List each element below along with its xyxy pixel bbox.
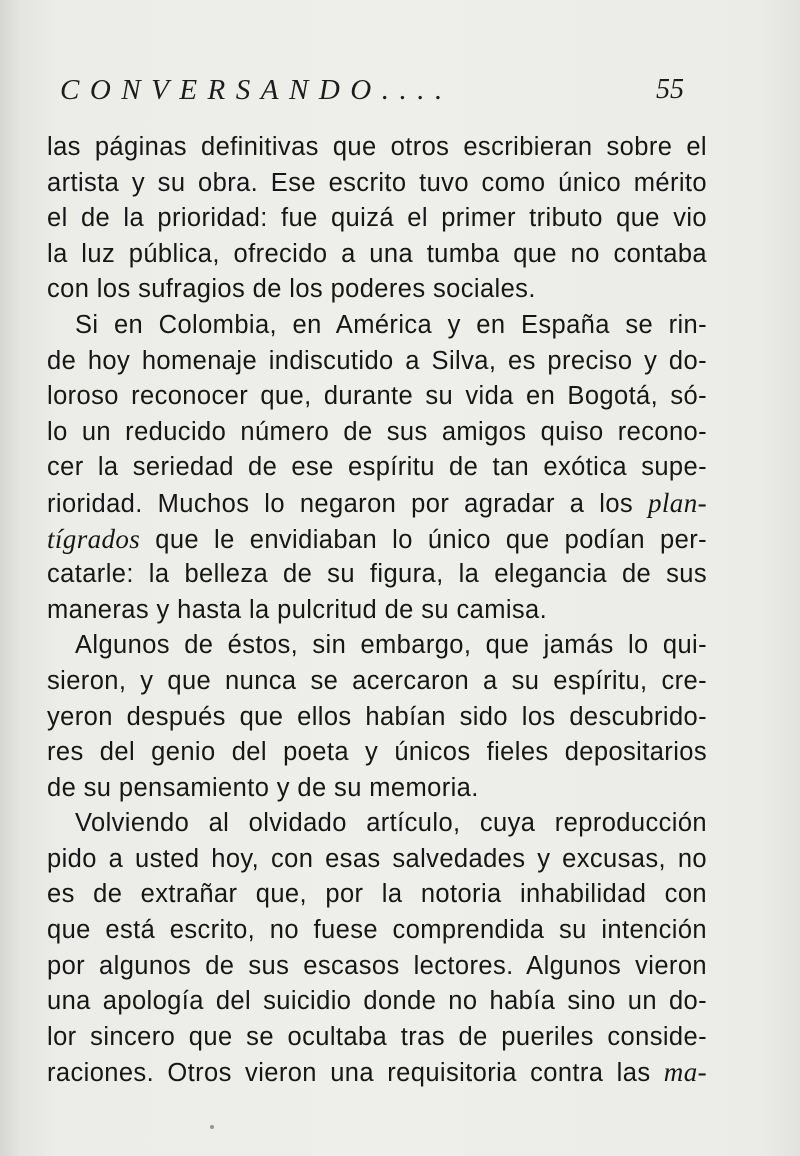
- text-line: por algunos de sus escasos lectores. Algunos vieron: [47, 951, 707, 980]
- text-run: que le envidiaban lo único que podían per-: [140, 525, 707, 554]
- body-text: [47, 130, 707, 1091]
- text-line: de hoy homenaje indiscutido a Silva, es preciso y do-: [47, 346, 707, 375]
- text-run: rioridad. Muchos lo negaron por agradar a los: [47, 489, 648, 518]
- running-header: [60, 74, 684, 114]
- paragraph-last-line: maneras y hasta la pulcritud de su camisa.: [47, 595, 548, 624]
- running-title: CONVERSANDO....: [60, 74, 453, 106]
- italic-word: tígrados: [47, 523, 141, 554]
- text-line: pido a usted hoy, con esas salvedades y excusas, no: [47, 844, 707, 873]
- paragraph-first-line: Si en Colombia, en América y en España se rin-: [75, 310, 707, 339]
- text-line: artista y su obra. Ese escrito tuvo como único mérito: [47, 168, 707, 197]
- text-line: [47, 522, 707, 558]
- text-line: sieron, y que nunca se acercaron a su espíritu, cre-: [47, 666, 707, 695]
- paragraph-last-line: de su pensamiento y de su memoria.: [47, 773, 479, 802]
- page-number: 55: [656, 74, 684, 105]
- italic-word: plan-: [648, 487, 707, 518]
- paragraph-first-line: Algunos de éstos, sin embargo, que jamás lo qui-: [75, 631, 707, 660]
- text-line: [47, 1055, 707, 1091]
- text-line: cer la seriedad de ese espíritu de tan exótica supe-: [47, 453, 707, 482]
- text-line: las páginas definitivas que otros escribieran sobre el: [47, 133, 707, 161]
- text-line: el de la prioridad: fue quizá el primer tributo que vio: [47, 204, 707, 233]
- text-line: res del genio del poeta y únicos fieles depositarios: [47, 738, 707, 767]
- text-line: yeron después que ellos habían sido los descubrido-: [47, 702, 707, 731]
- text-line: catarle: la belleza de su figura, la elegancia de sus: [47, 560, 707, 589]
- text-line: la luz pública, ofrecido a una tumba que no contaba: [47, 239, 707, 268]
- text-line: [47, 486, 707, 522]
- text-line: loroso reconocer que, durante su vida en Bogotá, só-: [47, 382, 707, 411]
- paragraph-last-line: con los sufragios de los poderes sociales.: [47, 275, 536, 304]
- text-line: lor sincero que se ocultaba tras de pueriles conside-: [47, 1022, 707, 1051]
- text-line: lo un reducido número de sus amigos quiso recono-: [47, 417, 707, 446]
- text-line: que está escrito, no fuese comprendida su intención: [47, 916, 707, 945]
- text-run: raciones. Otros vieron una requisitoria contra las: [47, 1059, 664, 1088]
- text-line: es de extrañar que, por la notoria inhabilidad con: [47, 880, 707, 909]
- paragraph-first-line: Volviendo al olvidado artículo, cuya reproducción: [75, 809, 707, 838]
- ink-speck: [210, 1125, 214, 1129]
- text-line: una apología del suicidio donde no había sino un do-: [47, 987, 707, 1016]
- italic-word: ma-: [663, 1057, 707, 1088]
